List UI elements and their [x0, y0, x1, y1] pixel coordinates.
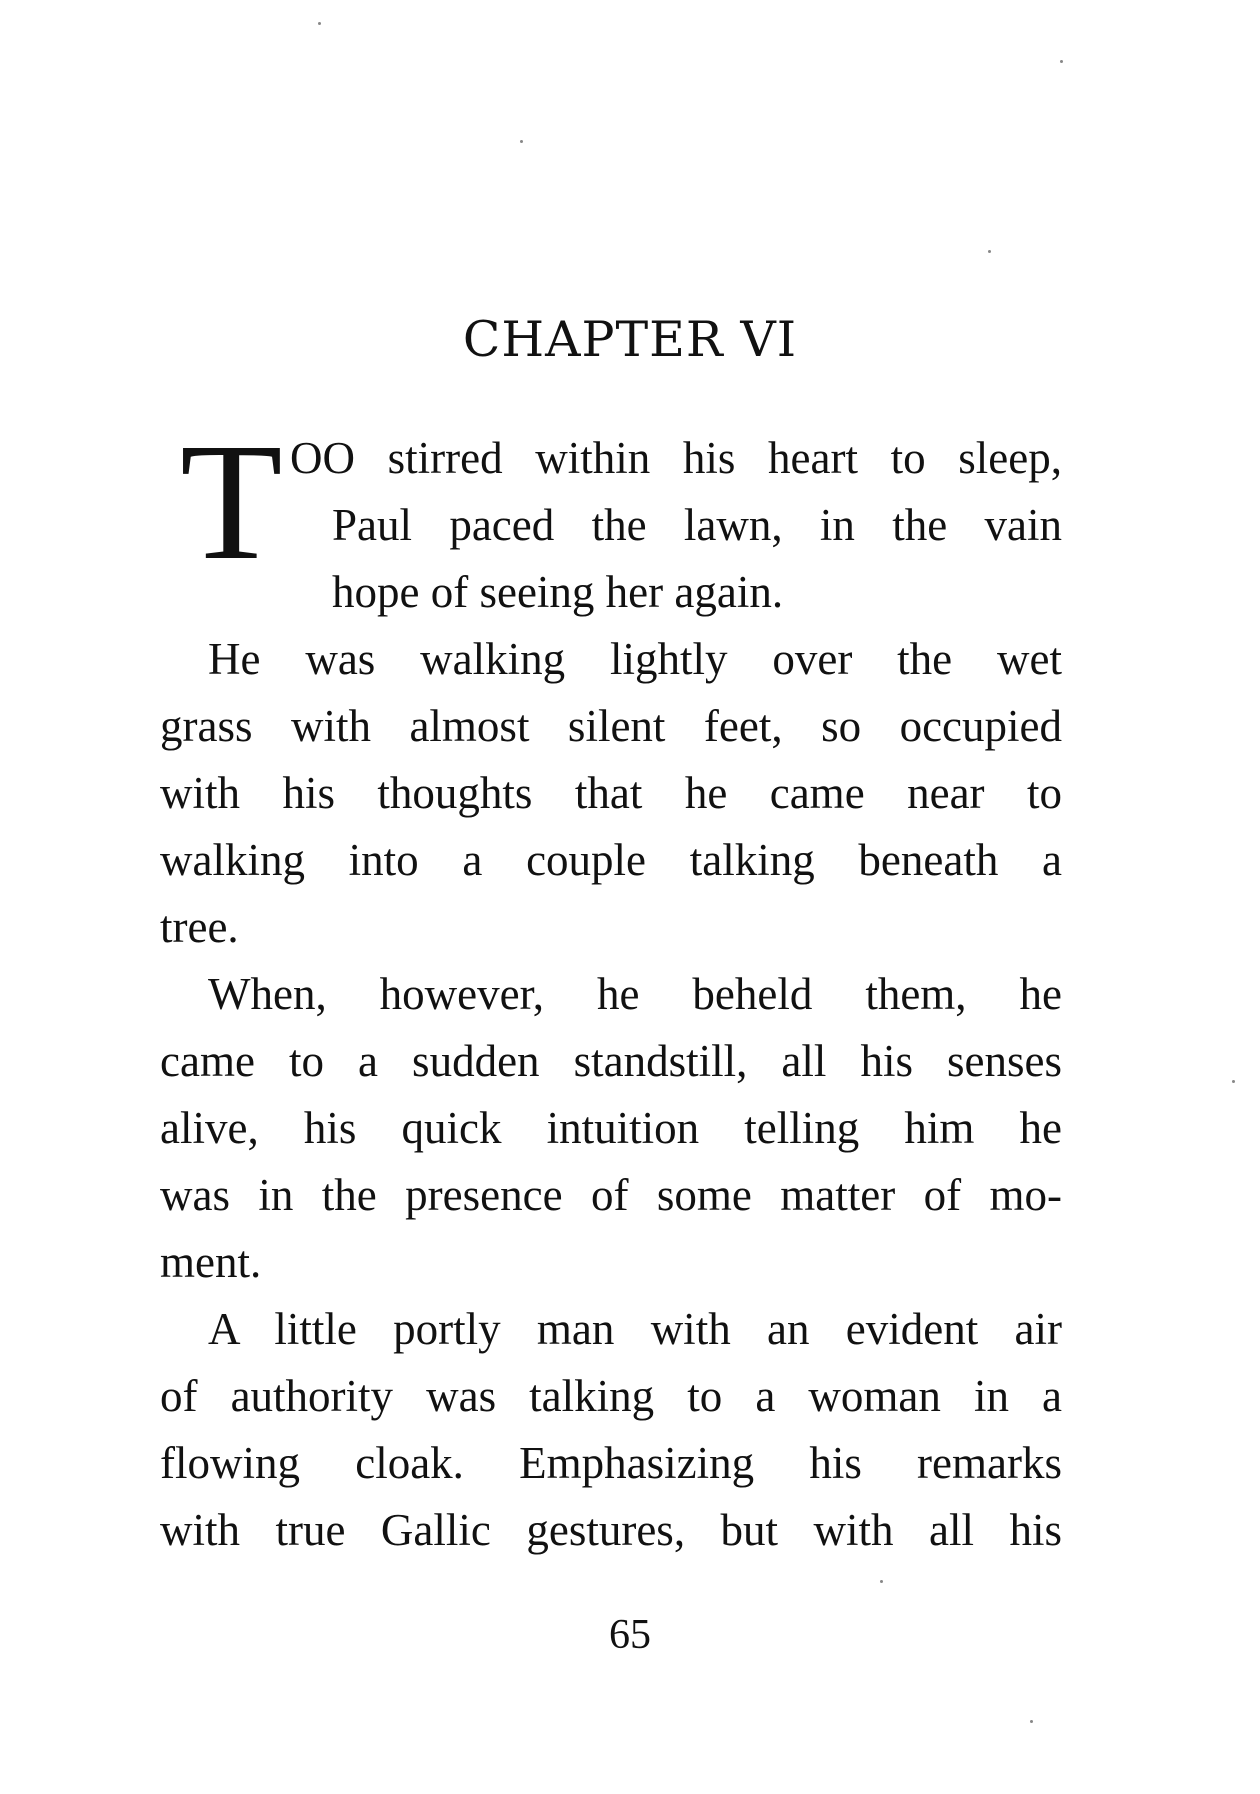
paper-speck: [318, 22, 321, 25]
text-line: When, however, he beheld them, he: [208, 969, 1062, 1019]
text-line: tree.: [160, 902, 239, 952]
text-line: A little portly man with an evident air: [208, 1304, 1062, 1354]
opening-line: hope of seeing her again.: [332, 567, 784, 617]
text-line: of authority was talking to a woman in a: [160, 1371, 1062, 1421]
text-line: grass with almost silent feet, so occupied: [160, 701, 1062, 751]
drop-cap: T: [180, 409, 283, 595]
opening-line: Paul paced the lawn, in the vain: [332, 500, 1062, 550]
text-line: He was walking lightly over the wet: [208, 634, 1062, 684]
paper-speck: [1030, 1720, 1033, 1723]
text-line: was in the presence of some matter of mo-: [160, 1170, 1062, 1220]
text-line: came to a sudden standstill, all his senses: [160, 1036, 1062, 1086]
opening-line: OO stirred within his heart to sleep,: [290, 433, 1062, 483]
text-line: with his thoughts that he came near to: [160, 768, 1062, 818]
text-line: ment.: [160, 1237, 262, 1287]
text-line: alive, his quick intuition telling him he: [160, 1103, 1062, 1153]
paper-speck: [880, 1580, 883, 1583]
page-number: 65: [609, 1612, 651, 1658]
text-line: walking into a couple talking beneath a: [160, 835, 1062, 885]
chapter-title: CHAPTER VI: [462, 311, 798, 368]
paper-speck: [520, 140, 523, 143]
text-line: with true Gallic gestures, but with all his: [160, 1505, 1062, 1555]
text-line: flowing cloak. Emphasizing his remarks: [160, 1438, 1062, 1488]
paper-speck: [1060, 60, 1063, 63]
paper-speck: [1232, 1080, 1235, 1083]
paper-speck: [988, 250, 991, 253]
